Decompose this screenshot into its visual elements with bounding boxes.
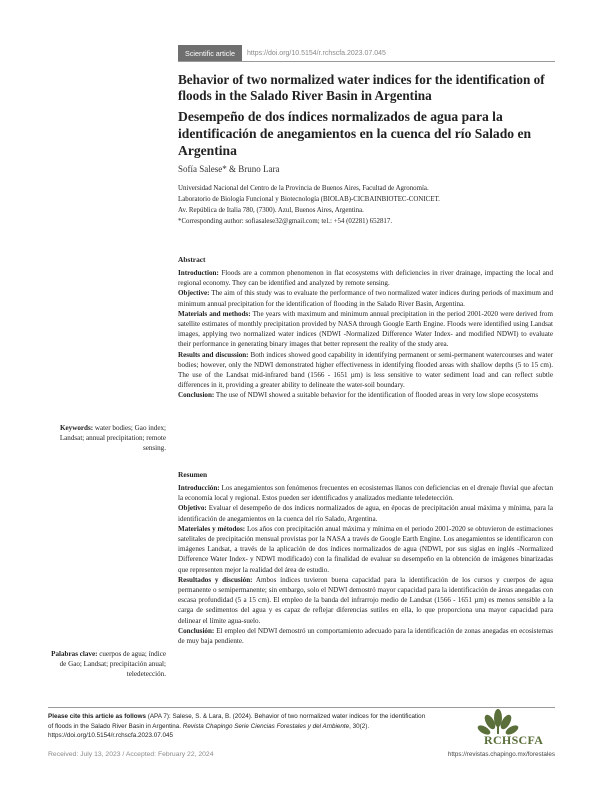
- corresponding-author: *Corresponding author: sofiasalese32@gmail.com; tel.: +54 (02281) 652817.: [178, 218, 393, 225]
- abstract-heading: Abstract: [178, 255, 206, 264]
- doi-link[interactable]: https://doi.org/10.5154/r.rchscfa.2023.07.045: [247, 50, 386, 57]
- abstract-results: Results and discussion: Both indices showed good capability in identifying permanent or semi-permanent watercourses and water bodies; however, only the NDWI demonstrated higher effectiveness in identifying flooded areas with shallow depths (5 to 15 cm). The use of the Landsat mid-infrared band (1566 - 1651 µm) is less sensitive to water sediment load and can reflect subtle differences in it, providing a greater ability to delineate the water-soil boundary.: [178, 350, 553, 390]
- resumen-metodos: Materiales y métodos: Los años con precipitación anual máxima y mínima en el periodo 2001-2020 se obtuvieron de estimaciones satelitales de precipitación mensual provistas por la NASA a través de Google Earth Engine. Los anegamientos se identificaron con imágenes Landsat, a través de la aplicación de dos índices normalizados de agua (NDWI, por sus siglas en inglés -Normalized Difference Water Index- y NDWI modificado) con la finalidad de evaluar su desempeño en la obtención de imágenes binarizadas que representen mejor la realidad del área de estudio.: [178, 524, 554, 574]
- affiliation-line: Av. República de Italia 780, (7300). Azul, Buenos Aires, Argentina.: [178, 207, 364, 214]
- abstract-objective: Objective: The aim of this study was to evaluate the performance of two normalized water indices during periods of maximum and minimum annual precipitation for the identification of flooding in the Salado River Basin, Argentina.: [178, 289, 553, 308]
- resumen-resultados: Resultados y discusión: Ambos índices tuvieron buena capacidad para la identificación de los cursos y cuerpos de agua permanente o semipermanente; sin embargo, solo el NDWI demostró mayor capacidad para la identificación de áreas anegadas con escasa profundidad (5 a 15 cm). El empleo de la banda del infrarrojo medio de Landsat (1566 - 1651 µm) es menos sensible a la carga de sedimentos del agua y es capaz de reflejar diferencias sutiles en ella, lo que proporciona una mayor capacidad para delinear el límite agua-suelo.: [178, 575, 553, 625]
- abstract-conclusion: Conclusion: The use of NDWI showed a suitable behavior for the identification of flooded areas in very low slope ecosystems: [178, 391, 539, 400]
- received-accepted-dates: Received: July 13, 2023 / Accepted: February 22, 2024: [48, 751, 214, 758]
- keywords-spanish: Palabras clave: cuerpos de agua; índice de Gao; Landsat; precipitación anual; teledetección.: [51, 650, 166, 679]
- abstract-methods: Materials and methods: The years with maximum and minimum annual precipitation in the period 2001-2020 were derived from satellite estimates of monthly precipitation provided by NASA through Google Earth Engine. Floods were identified using Landsat images, applying two normalized water indices (NDWI -Normalized Difference Water Index- and modified NDWI) to evaluate their performance in generating binary images that better represent the reality of the study area.: [178, 309, 553, 349]
- journal-url-link[interactable]: https://revistas.chapingo.mx/forestales: [447, 751, 555, 758]
- header-divider: [178, 61, 555, 62]
- abstract-introduction: Introduction: Floods are a common phenomenon in flat ecosystems with deficiencies in river drainage, impacting the local and regional economy. They can be identified and analyzed by remote sensing.: [178, 269, 553, 288]
- affiliation-line: Universidad Nacional del Centro de la Provincia de Buenos Aires, Facultad de Agronomía.: [178, 185, 429, 192]
- resumen-objetivo: Objetivo: Evaluar el desempeño de dos índices normalizados de agua, en épocas de precipitación anual máxima y mínima, para la identificación de anegamientos en la cuenca del río Salado, Argentina.: [178, 504, 553, 523]
- article-type-tag: Scientific article: [178, 45, 242, 62]
- resumen-heading: Resumen: [178, 470, 208, 479]
- resumen-conclusion: Conclusión: El empleo del NDWI demostró un comportamiento adecuado para la identificación de zonas anegadas en ecosistemas de muy baja pendiente.: [178, 626, 553, 646]
- resumen-body: [178, 483, 553, 646]
- title-spanish: Desempeño de dos índices normalizados de agua para la identificación de anegamientos en la cuenca del río Salado en Argentina: [178, 109, 532, 158]
- journal-logo-text: RCHSCFA: [484, 733, 544, 747]
- citation-doi-link[interactable]: https://doi.org/10.5154/r.rchscfa.2023.07.045: [48, 732, 173, 739]
- resumen-introduccion: Introducción: Los anegamientos son fenómenos frecuentes en ecosistemas llanos con deficiencias en el drenaje fluvial que afectan la economía local y regional. Estos pueden ser identificados y analizados mediante teledetección.: [178, 484, 553, 503]
- affiliation-block: [178, 183, 558, 227]
- abstract-body: [178, 268, 553, 401]
- citation-block: Please cite this article as follows (APA 7): Salese, S. & Lara, B. (2024). Behavior of two normalized water indices for the identification of floods in the Salado River Basin in Argentina. Revista Chapingo Serie Ciencias Forestales y del Ambiente, 30(2). https://doi.org/10.5154/r.rchscfa.2023.07.045: [48, 713, 426, 739]
- authors: Sofía Salese* & Bruno Lara: [178, 164, 280, 174]
- title-english: Behavior of two normalized water indices for the identification of floods in the Salado River Basin in Argentina: [178, 72, 545, 103]
- affiliation-line: Laboratorio de Biología Funcional y Biotecnología (BIOLAB)-CICBAINBIOTEC-CONICET.: [178, 196, 440, 203]
- keywords-english: Keywords: water bodies; Gao index; Landsat; annual precipitation; remote sensing.: [59, 424, 166, 453]
